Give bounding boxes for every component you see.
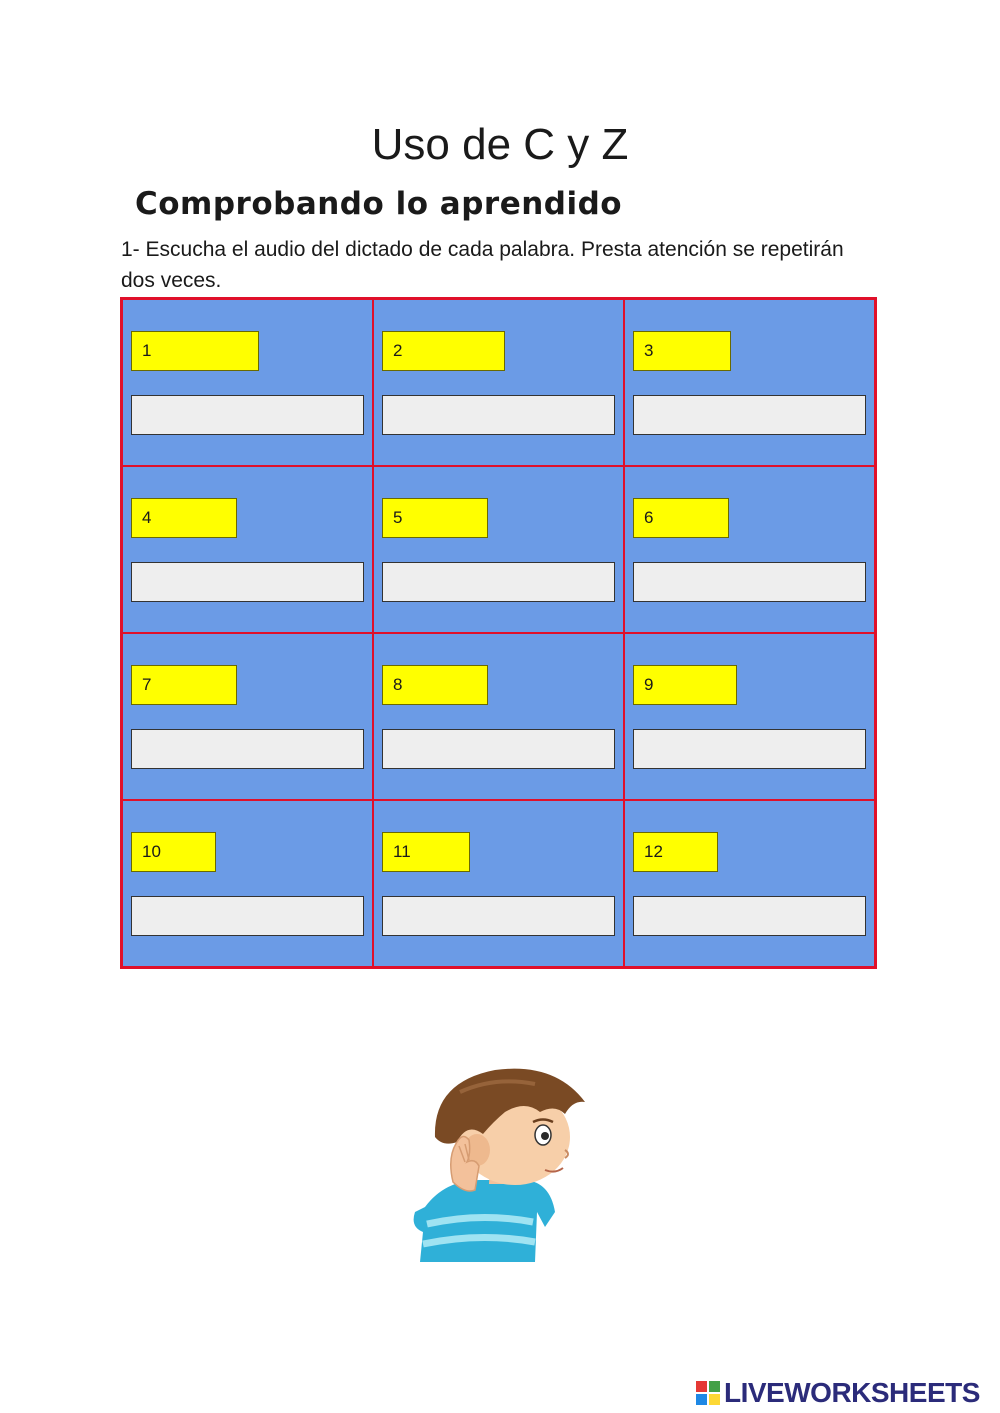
dictation-cell bbox=[624, 800, 875, 967]
brand-name: LIVEWORKSHEETS bbox=[724, 1377, 980, 1408]
answer-input[interactable] bbox=[131, 395, 364, 435]
dictation-cell bbox=[122, 466, 373, 633]
dictation-cell bbox=[373, 466, 624, 633]
answer-input[interactable] bbox=[633, 729, 866, 769]
dictation-cell bbox=[373, 299, 624, 466]
dictation-cell bbox=[624, 633, 875, 800]
dictation-cell bbox=[122, 299, 373, 466]
answer-input[interactable] bbox=[131, 562, 364, 602]
answer-input[interactable] bbox=[382, 395, 615, 435]
audio-play-button[interactable]: 11 bbox=[382, 832, 470, 872]
dictation-cell bbox=[624, 466, 875, 633]
boy-listening-icon bbox=[405, 1062, 595, 1262]
audio-play-button[interactable]: 8 bbox=[382, 665, 488, 705]
answer-input[interactable] bbox=[633, 395, 866, 435]
dictation-grid bbox=[120, 297, 877, 969]
audio-play-button[interactable]: 2 bbox=[382, 331, 505, 371]
section-subtitle: Comprobando lo aprendido bbox=[135, 186, 623, 222]
audio-play-button[interactable]: 6 bbox=[633, 498, 729, 538]
audio-play-button[interactable]: 5 bbox=[382, 498, 488, 538]
instructions-text: 1- Escucha el audio del dictado de cada palabra. Presta atención se repetirán dos veces. bbox=[121, 238, 844, 292]
audio-play-button[interactable]: 4 bbox=[131, 498, 237, 538]
audio-play-button[interactable]: 12 bbox=[633, 832, 718, 872]
dictation-cell bbox=[624, 299, 875, 466]
dictation-cell bbox=[373, 800, 624, 967]
audio-play-button[interactable]: 1 bbox=[131, 331, 259, 371]
audio-play-button[interactable]: 7 bbox=[131, 665, 237, 705]
answer-input[interactable] bbox=[131, 896, 364, 936]
answer-input[interactable] bbox=[131, 729, 364, 769]
liveworksheets-logo bbox=[695, 1380, 721, 1406]
dictation-cell bbox=[373, 633, 624, 800]
page-title: Uso de C y Z bbox=[371, 120, 629, 169]
dictation-cell bbox=[122, 800, 373, 967]
answer-input[interactable] bbox=[633, 896, 866, 936]
answer-input[interactable] bbox=[633, 562, 866, 602]
audio-play-button[interactable]: 10 bbox=[131, 832, 216, 872]
audio-play-button[interactable]: 9 bbox=[633, 665, 737, 705]
answer-input[interactable] bbox=[382, 896, 615, 936]
audio-play-button[interactable]: 3 bbox=[633, 331, 731, 371]
dictation-cell bbox=[122, 633, 373, 800]
answer-input[interactable] bbox=[382, 562, 615, 602]
liveworksheets-brand bbox=[695, 1375, 980, 1411]
answer-input[interactable] bbox=[382, 729, 615, 769]
